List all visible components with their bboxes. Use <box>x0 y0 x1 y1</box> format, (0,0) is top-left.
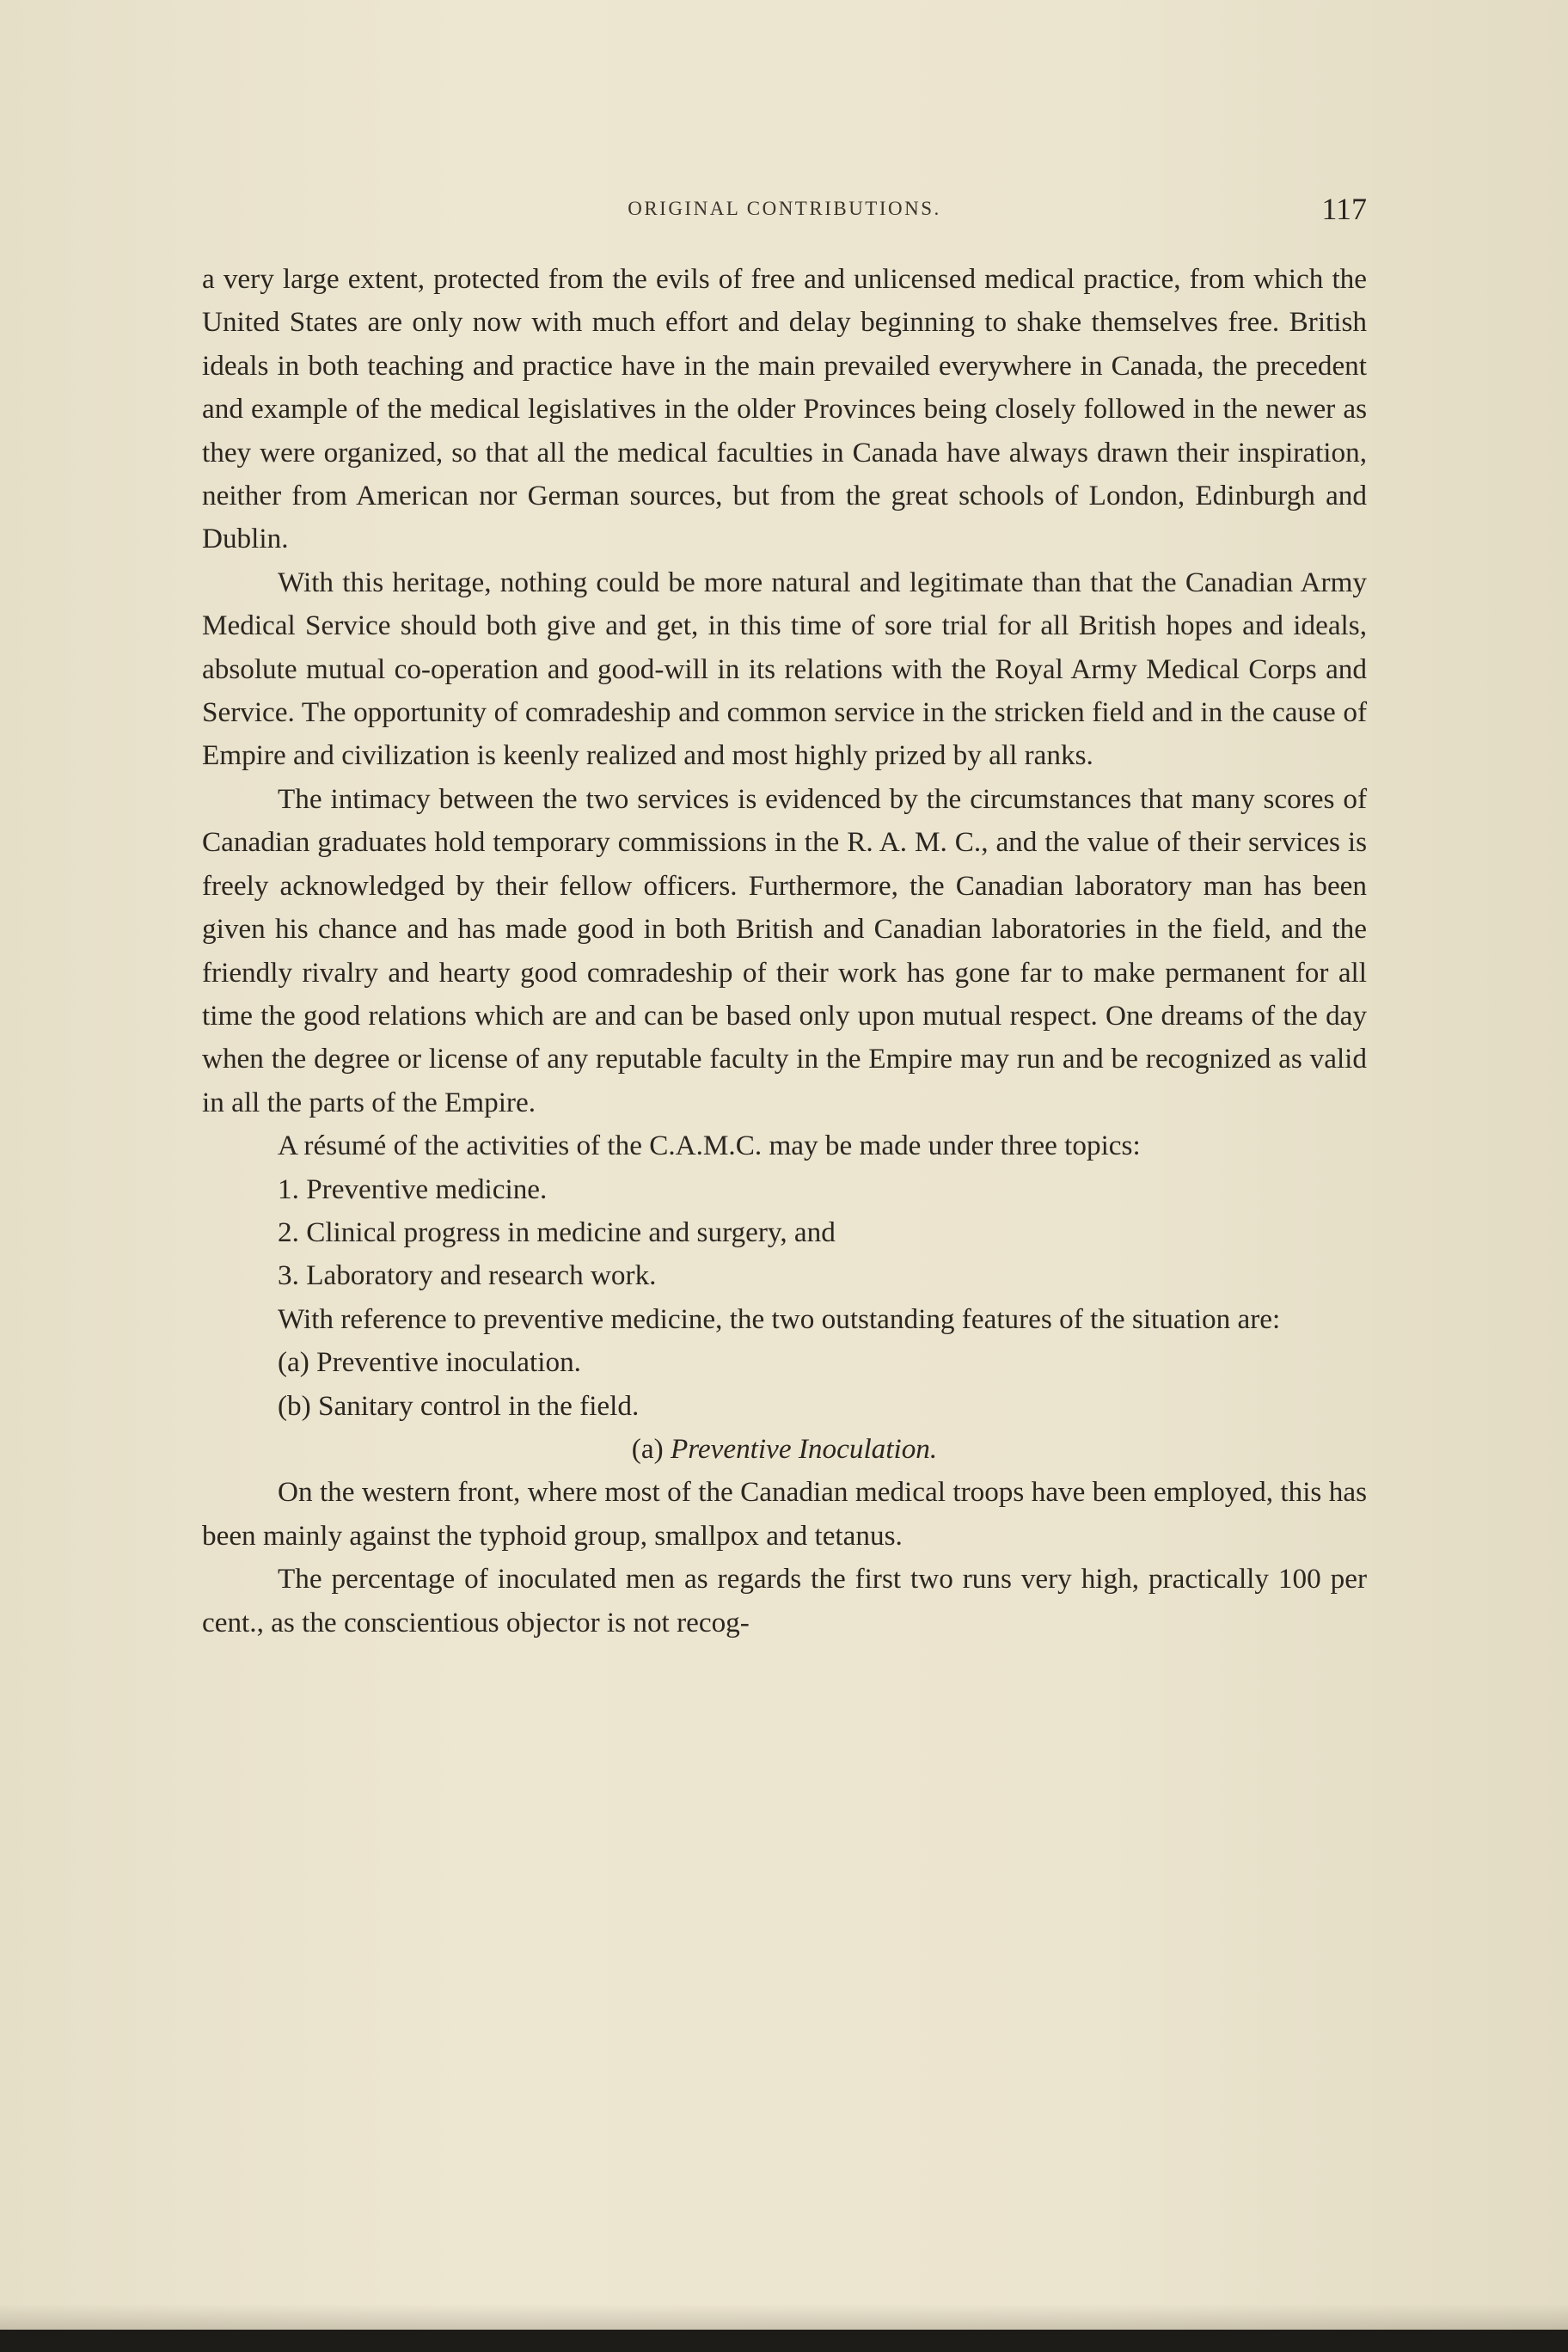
topic-list-item: 2. Clinical progress in medicine and surgery, and <box>278 1216 836 1248</box>
section-heading-prefix: (a) <box>631 1432 664 1465</box>
feature-list-item: (a) Preventive inoculation. <box>278 1346 581 1379</box>
feature-list-item: (b) Sanitary control in the field. <box>278 1389 640 1422</box>
paragraph: On the western front, where most of the Canadian medical troops have been employed, this has been mainly against the typhoid group, smallpox and tetanus. <box>202 1476 1367 1552</box>
section-heading-title: Preventive Inoculation. <box>670 1432 938 1465</box>
paragraph: a very large extent, protected from the evils of free and unlicensed medical practice, from which the United States are only now with much effort and delay beginning to shake themselves free. British ideals in both teaching and practice have in the main prevailed everywhere in Canada, the precedent and example of the medical legislatives in the older Provinces being closely followed in the newer as they were organized, so that all the medical faculties in Canada have always drawn their inspiration, neither from American nor German sources, but from the great schools of London, Edinburgh and Dublin. <box>202 263 1367 555</box>
paragraph: A résumé of the activities of the C.A.M.C. may be made under three topics: <box>278 1130 1141 1162</box>
page-number: 117 <box>1321 192 1367 226</box>
paragraph: With reference to preventive medicine, the two outstanding features of the situation are: <box>278 1302 1281 1335</box>
paragraph: The percentage of inoculated men as regards the first two runs very high, practically 100 per cent., as the conscientious objector is not recog- <box>202 1563 1367 1638</box>
page-header <box>202 191 1367 234</box>
section-heading <box>202 1428 1367 1471</box>
topic-list-item: 3. Laboratory and research work. <box>278 1259 657 1292</box>
paragraph: With this heritage, nothing could be more natural and legitimate than that the Canadian Army Medical Service should both give and get, in this time of sore trial for all British hopes and ideals, absolute mutual co-operation and good-will in its relations with the Royal Army Medical Corps and Service. The opportunity of comradeship and common service in the stricken field and in the cause of Empire and civilization is keenly realized and most highly prized by all ranks. <box>202 566 1367 772</box>
page-bottom-edge <box>0 2330 1568 2352</box>
paragraph: The intimacy between the two services is evidenced by the circumstances that many scores of Canadian graduates hold temporary commissions in the R. A. M. C., and the value of their services is freely acknowledged by their fellow officers. Furthermore, the Canadian laboratory man has been given his chance and has made good in both British and Canadian laboratories in the field, and the friendly rivalry and hearty good comradeship of their work has gone far to make permanent for all time the good relations which are and can be based only upon mutual respect. One dreams of the day when the degree or license of any reputable faculty in the Empire may run and be recognized as valid in all the parts of the Empire. <box>202 782 1367 1118</box>
page-bottom-shadow <box>0 2304 1568 2330</box>
running-head: ORIGINAL CONTRIBUTIONS. <box>628 198 941 219</box>
topic-list-item: 1. Preventive medicine. <box>278 1173 548 1205</box>
body-text <box>202 258 1367 1645</box>
